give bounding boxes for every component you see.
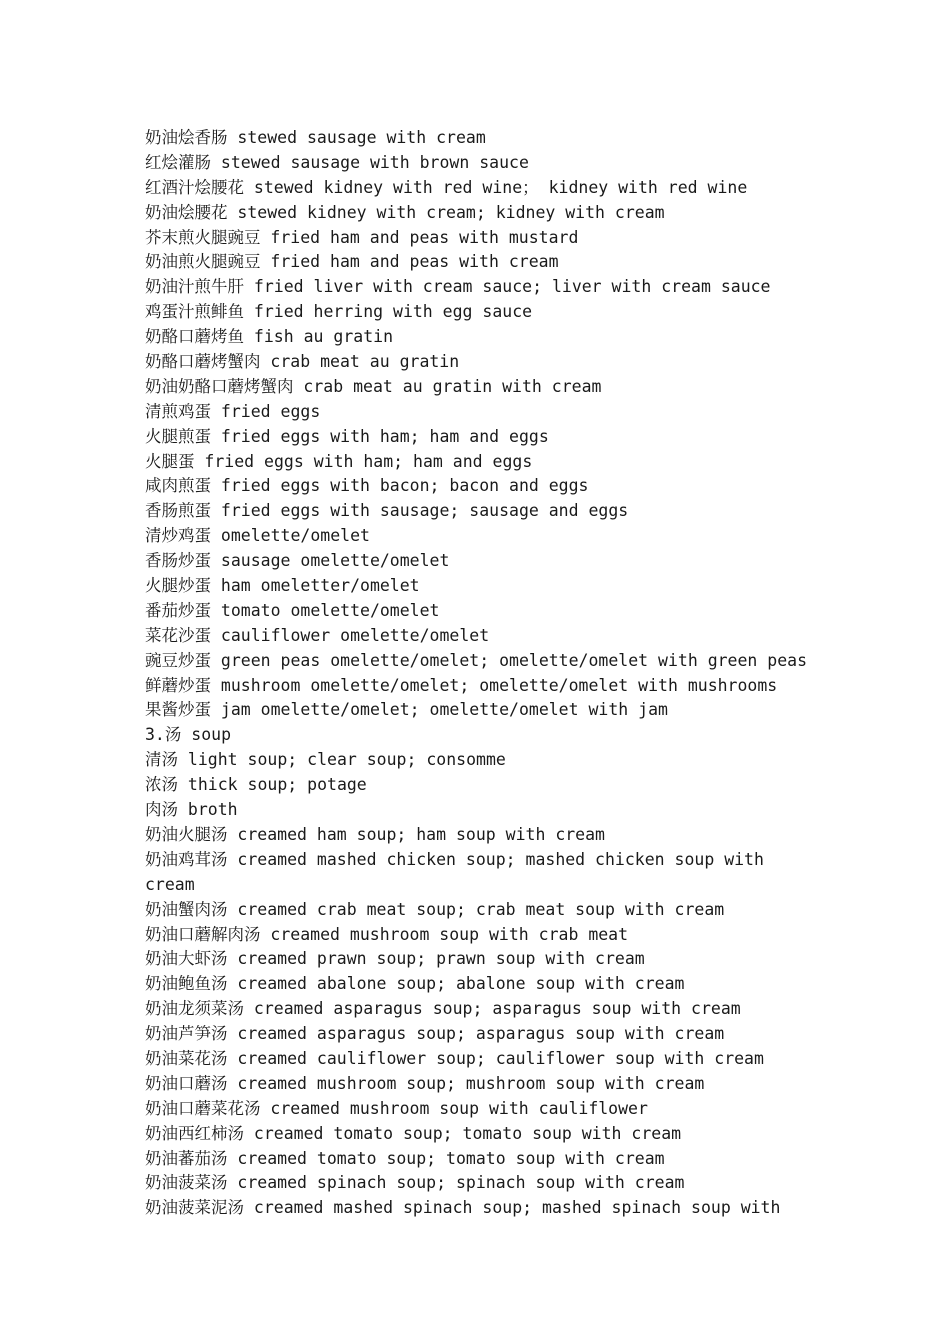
text-line: 香肠煎蛋 fried eggs with sausage; sausage and eggs	[145, 501, 629, 521]
section-heading: 3.汤 soup	[145, 725, 232, 745]
text-line: 鸡蛋汁煎鲱鱼 fried herring with egg sauce	[145, 302, 533, 322]
text-line: 奶油菜花汤 creamed cauliflower soup; cauliflower soup with cream	[145, 1048, 764, 1068]
text-line: 果酱炒蛋 jam omelette/omelet; omelette/omelet with jam	[145, 700, 668, 720]
text-line: 奶油鲍鱼汤 creamed abalone soup; abalone soup with cream	[145, 974, 685, 994]
text-line: 清煎鸡蛋 fried eggs	[145, 401, 321, 421]
text-line: 奶油烩香肠 stewed sausage with cream	[145, 128, 486, 147]
text-line: 香肠炒蛋 sausage omelette/omelet	[145, 551, 450, 571]
text-line: 奶油蕃茄汤 creamed tomato soup; tomato soup with cream	[145, 1148, 665, 1168]
menu-glossary-text	[145, 126, 825, 1221]
text-line: 奶油煎火腿豌豆 fried ham and peas with cream	[145, 252, 559, 272]
text-line: 奶油蟹肉汤 creamed crab meat soup; crab meat soup with cream	[145, 899, 725, 919]
text-line: 奶油龙须菜汤 creamed asparagus soup; asparagus soup with cream	[145, 999, 741, 1019]
text-line: 奶油鸡茸汤 creamed mashed chicken soup; mashed chicken soup with	[145, 849, 764, 869]
text-line: 清炒鸡蛋 omelette/omelet	[145, 526, 370, 546]
text-line: 奶油火腿汤 creamed ham soup; ham soup with cream	[145, 824, 605, 844]
text-line: 奶油菠菜汤 creamed spinach soup; spinach soup with cream	[145, 1173, 685, 1193]
text-line: 奶油口蘑解肉汤 creamed mushroom soup with crab meat	[145, 924, 629, 944]
text-line: 红酒汁烩腰花 stewed kidney with red wine； kidney with red wine	[145, 177, 748, 197]
text-line: 浓汤 thick soup; potage	[145, 775, 367, 795]
text-line: 奶油大虾汤 creamed prawn soup; prawn soup with cream	[145, 949, 645, 969]
text-line: 奶油烩腰花 stewed kidney with cream; kidney with cream	[145, 202, 665, 222]
text-line: 火腿炒蛋 ham omeletter/omelet	[145, 576, 420, 596]
text-line: 奶油菠菜泥汤 creamed mashed spinach soup; mashed spinach soup with	[145, 1198, 781, 1218]
text-line: 鲜蘑炒蛋 mushroom omelette/omelet; omelette/omelet with mushrooms	[145, 675, 778, 695]
text-line: 奶油奶酪口蘑烤蟹肉 crab meat au gratin with cream	[145, 376, 602, 396]
text-line: 奶油西红柿汤 creamed tomato soup; tomato soup with cream	[145, 1123, 682, 1143]
text-line: cream	[145, 874, 195, 894]
text-line: 肉汤 broth	[145, 800, 238, 820]
text-line: 番茄炒蛋 tomato omelette/omelet	[145, 600, 440, 620]
text-line: 豌豆炒蛋 green peas omelette/omelet; omelette/omelet with green peas	[145, 650, 808, 670]
text-line: 奶油口蘑菜花汤 creamed mushroom soup with cauliflower	[145, 1098, 648, 1118]
text-line: 火腿蛋 fried eggs with ham; ham and eggs	[145, 451, 533, 471]
text-line: 奶酪口蘑烤鱼 fish au gratin	[145, 327, 394, 347]
text-line: 咸肉煎蛋 fried eggs with bacon; bacon and eggs	[145, 476, 589, 496]
text-line: 奶油口蘑汤 creamed mushroom soup; mushroom soup with cream	[145, 1073, 705, 1093]
text-line: 芥末煎火腿豌豆 fried ham and peas with mustard	[145, 227, 579, 247]
text-line: 菜花沙蛋 cauliflower omelette/omelet	[145, 625, 490, 645]
text-line: 火腿煎蛋 fried eggs with ham; ham and eggs	[145, 426, 549, 446]
text-line: 奶酪口蘑烤蟹肉 crab meat au gratin	[145, 352, 460, 372]
text-line: 红烩灌肠 stewed sausage with brown sauce	[145, 152, 529, 172]
text-line: 清汤 light soup; clear soup; consomme	[145, 750, 506, 770]
text-line: 奶油汁煎牛肝 fried liver with cream sauce; liver with cream sauce	[145, 277, 771, 297]
text-line: 奶油芦笋汤 creamed asparagus soup; asparagus soup with cream	[145, 1024, 725, 1044]
